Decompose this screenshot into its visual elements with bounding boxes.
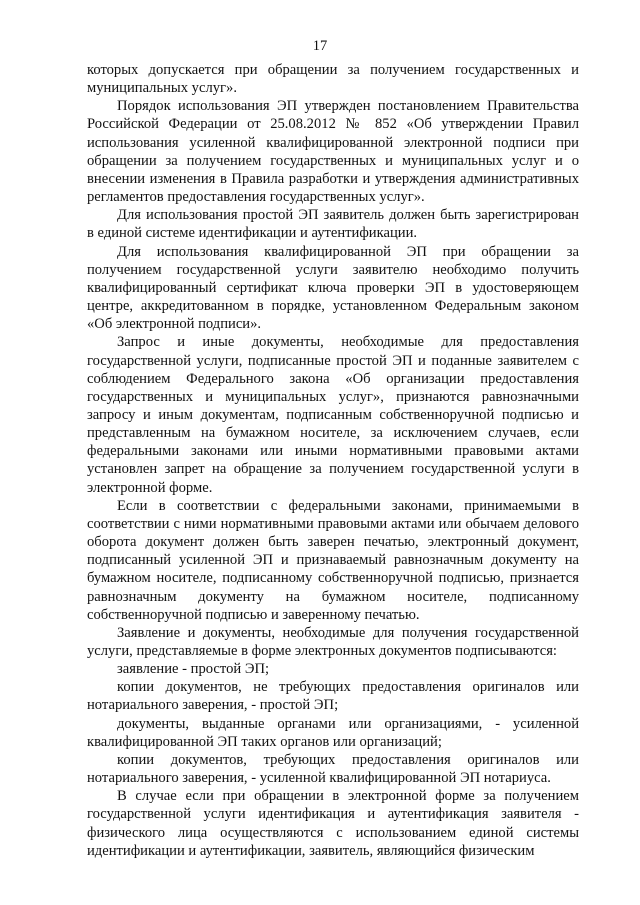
paragraph: Порядок использования ЭП утвержден постановлением Правительства Российской Федерации от 25.08.2012 № 852 «Об утверждении Правил использования усиленной квалифицированной электронной подписи при обращении за получением государственных и муниципальных услуг и о внесении изменения в Правила разработки и утверждения административных регламентов предоставления государственных услуг».: [87, 98, 579, 206]
list-item: документы, выданные органами или организациями, - усиленной квалифицированной ЭП таких органов или организаций;: [87, 715, 579, 750]
paragraph: которых допускается при обращении за получением государственных и муниципальных услуг».: [87, 62, 579, 97]
paragraph: Если в соответствии с федеральными законами, принимаемыми в соответствии с ними нормативными правовыми актами или обычаем делового оборота документ должен быть заверен печатью, электронный документ, подписанный усиленной ЭП и признаваемый равнозначным документу на бумажном носителе, подписанному собственноручной подписью, признается равнозначным документу на бумажном носителе, подписанному собственноручной подписью и заверенному печатью.: [87, 497, 579, 623]
paragraph: Запрос и иные документы, необходимые для предоставления государственной услуги, подписанные простой ЭП и поданные заявителем с соблюдением Федерального закона «Об организации предоставления государственных и муниципальных услуг», признаются равнозначными запросу и иным документам, подписанным собственноручной подписью и представленным на бумажном носителе, за исключением случаев, если федеральными законами или иными нормативными правовыми актами установлен запрет на обращение за получением государственной услуги в электронной форме.: [87, 334, 579, 496]
list-item: копии документов, не требующих предоставления оригиналов или нотариального заверения, - простой ЭП;: [87, 679, 579, 714]
page-number: 17: [312, 38, 328, 54]
list-item: копии документов, требующих предоставления оригиналов или нотариального заверения, - усиленной квалифицированной ЭП нотариуса.: [87, 751, 579, 787]
paragraph: Для использования квалифицированной ЭП при обращении за получением государственной услуги заявителю необходимо получить квалифицированный сертификат ключа проверки ЭП в удостоверяющем центре, аккредитованном в порядке, установленном Федеральным законом «Об электронной подписи».: [87, 243, 579, 333]
paragraph: Заявление и документы, необходимые для получения государственной услуги, представляемые в форме электронных документов подписываются:: [87, 624, 579, 659]
document-body: [87, 61, 579, 860]
paragraph: В случае если при обращении в электронной форме за получением государственной услуги идентификация и аутентификация заявителя - физического лица осуществляются с использованием единой системы идентификации и аутентификации, заявитель, являющийся физическим: [87, 788, 579, 859]
list-item: заявление - простой ЭП;: [117, 661, 270, 678]
paragraph: Для использования простой ЭП заявитель должен быть зарегистрирован в единой системе идентификации и аутентификации.: [87, 207, 579, 242]
